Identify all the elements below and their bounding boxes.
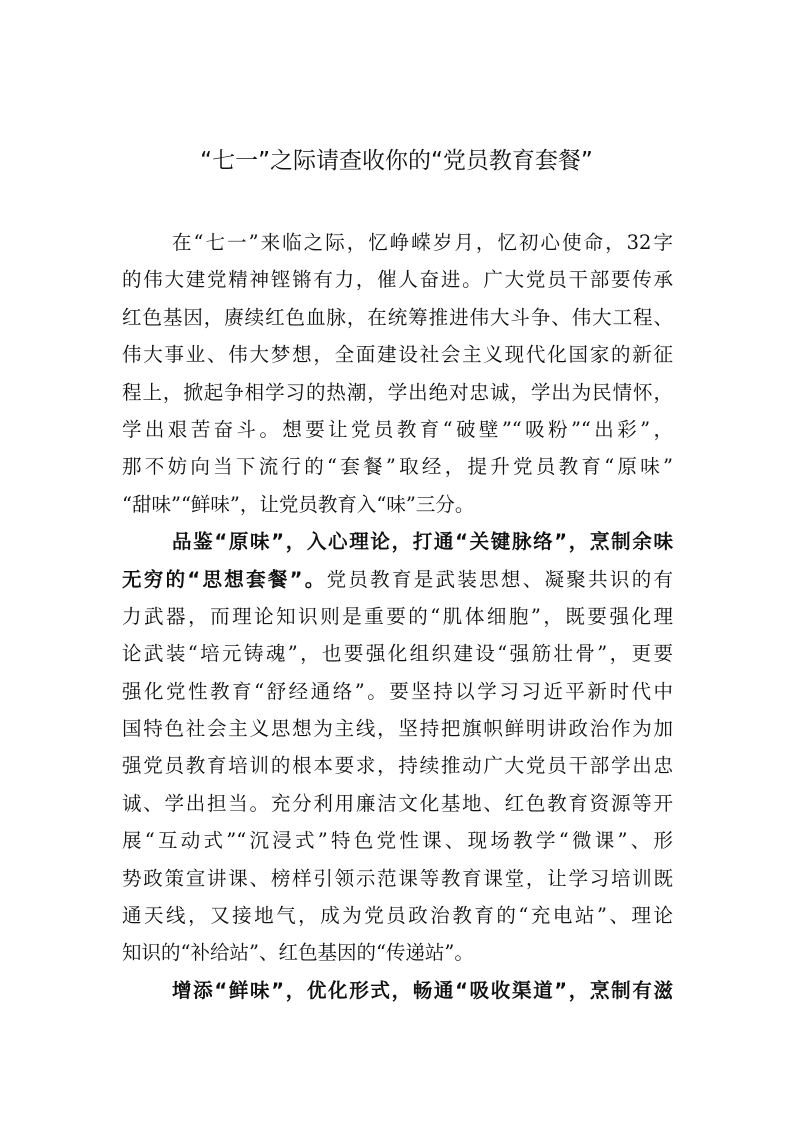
- body-text: 那不妨向当下流行的“套餐”取经，提升党员教育“原味”: [122, 455, 673, 479]
- text-line: [122, 860, 673, 897]
- text-line: [122, 897, 673, 934]
- body-text: 国特色社会主义思想为主线，坚持把旗帜鲜明讲政治作为加: [122, 717, 673, 741]
- body-text: 伟大事业、伟大梦想，全面建设社会主义现代化国家的新征: [122, 343, 673, 367]
- body-text: 论武装“培元铸魂”，也要强化组织建设“强筋壮骨”，更要: [122, 642, 673, 666]
- text-line: [122, 635, 673, 672]
- body-text: 程上，掀起争相学习的热潮，学出绝对忠诚，学出为民情怀，: [122, 380, 673, 404]
- text-line: [122, 598, 673, 635]
- text-line: [122, 261, 673, 298]
- bold-heading-text: 增添“鲜味”，优化形式，畅通“吸收渠道”，烹制有滋: [172, 978, 673, 1002]
- body-text: “甜味”“鲜味”，让党员教育入“味”三分。: [122, 492, 475, 516]
- body-text: 的伟大建党精神铿锵有力，催人奋进。广大党员干部要传承: [122, 268, 673, 292]
- body-text: 势政策宣讲课、榜样引领示范课等教育课堂，让学习培训既: [122, 866, 673, 890]
- text-line: [122, 822, 673, 859]
- bold-heading-text: 品鉴“原味”，入心理论，打通“关键脉络”，烹制余味: [172, 530, 673, 554]
- text-line: [122, 747, 673, 784]
- text-line: [122, 299, 673, 336]
- text-line: [122, 448, 673, 485]
- text-line: [122, 411, 673, 448]
- document-body: [122, 224, 673, 1009]
- body-text: 通天线，又接地气，成为党员政治教育的“充电站”、理论: [122, 904, 673, 928]
- body-text: 展“互动式”“沉浸式”特色党性课、现场教学“微课”、形: [122, 829, 673, 853]
- body-text: 诚、学出担当。充分利用廉洁文化基地、红色教育资源等开: [122, 791, 673, 815]
- text-line: [122, 785, 673, 822]
- body-text: 在“七一”来临之际，忆峥嵘岁月，忆初心使命，32字: [172, 231, 673, 254]
- document-title: “七一”之际请查收你的“党员教育套餐”: [200, 148, 593, 174]
- body-text: 强党员教育培训的根本要求，持续推动广大党员干部学出忠: [122, 754, 673, 778]
- body-text: 红色基因，赓续红色血脉，在统筹推进伟大斗争、伟大工程、: [122, 305, 673, 329]
- text-line: [122, 934, 673, 971]
- text-line: [122, 486, 673, 523]
- body-text: 力武器，而理论知识则是重要的“肌体细胞”，既要强化理: [122, 604, 673, 628]
- text-line: [122, 710, 673, 747]
- text-line: [122, 336, 673, 373]
- text-line: [122, 523, 673, 560]
- text-line: [122, 972, 673, 1009]
- bold-heading-text: 无穷的“思想套餐”。: [122, 567, 327, 591]
- body-text: 强化党性教育“舒经通络”。要坚持以学习习近平新时代中: [122, 679, 673, 703]
- text-line: [122, 673, 673, 710]
- text-line: [122, 561, 673, 598]
- text-line: [122, 224, 673, 261]
- body-text: 学出艰苦奋斗。想要让党员教育“破壁”“吸粉”“出彩”，: [122, 417, 673, 441]
- text-line: [122, 374, 673, 411]
- body-text: 知识的“补给站”、红色基因的“传递站”。: [122, 941, 474, 965]
- body-text: 党员教育是武装思想、凝聚共识的有: [326, 567, 673, 591]
